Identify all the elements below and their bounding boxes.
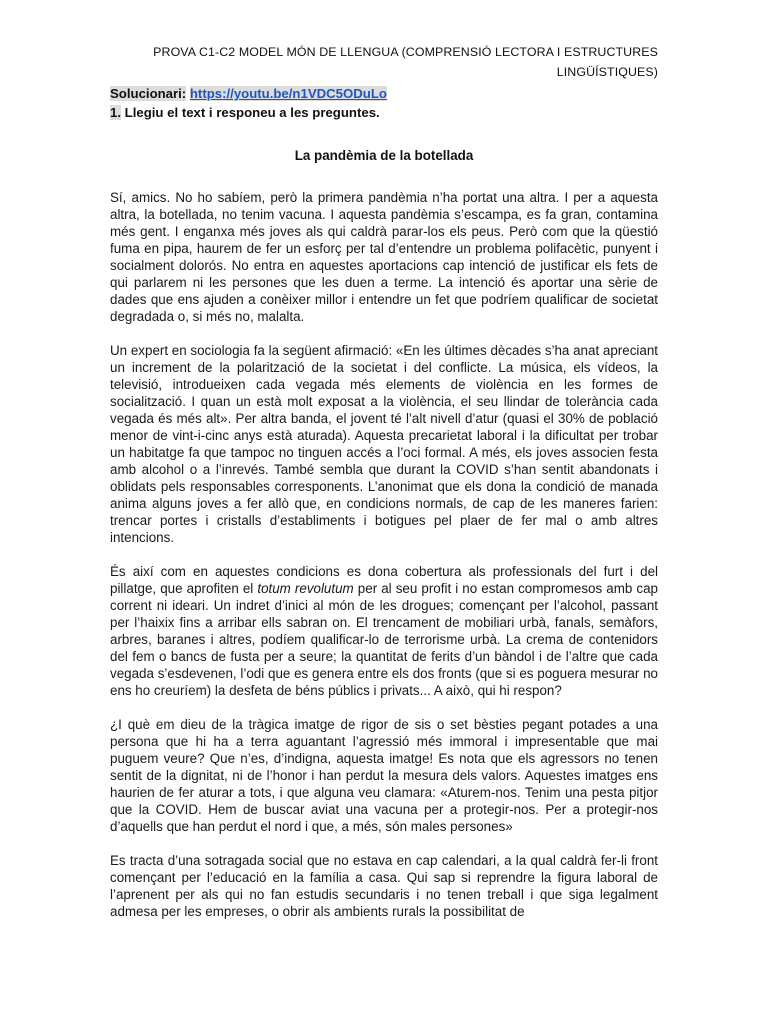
header-line-2: LINGÜÍSTIQUES) [556,65,658,79]
paragraph-3 [110,563,658,699]
paragraph-3-after: per al seu profit i no estan compromesos amb cap corrent ni ideari. Un indret d’inici al món de les drogues; començant per l’alcohol, passant per l’haixix fins a arribar ells sabran on. El trencament de mobiliari urbà, fanals, semàfors, arbres, baranes i altres, podíem qualificar-lo de terrorisme urbà. La crema de contenidors del fem o bancs de fusta per a seure; la quantitat de ferits d’un bàndol i de l’altre que cada vegada s’esdevenen, l’odi que es genera entre els dos fronts (que si es poguera mesurar no ens ho creuríem) la desfeta de béns públics i privats... A això, qui hi respon? [110,581,658,698]
text-title: La pandèmia de la botellada [294,148,474,163]
header-line-1: PROVA C1-C2 MODEL MÓN DE LLENGUA (COMPRENSIÓ LECTORA I ESTRUCTURES [153,45,658,59]
paragraph-5: Es tracta d’una sotragada social que no estava en cap calendari, a la qual caldrà fer-li front començant per l’educació en la família a casa. Qui sap si reprendre la figura laboral de l’aprenent per als qui no fan estudis secundaris i no tenen treball i que siga legalment admesa per les empreses, o obrir als ambients rurals la possibilitat de [110,853,658,919]
solucionari-label: Solucionari: [110,86,187,101]
page-header [138,42,658,82]
solucionari-line [110,84,387,103]
solucionari-link[interactable]: https://youtu.be/n1VDC5ODuLo [189,86,387,101]
paragraph-2: Un expert en sociologia fa la següent afirmació: «En les últimes dècades s’ha anat apreciant un increment de la polarització de la societat i del conflicte. La música, els vídeos, la televisió, introdueixen cada vegada més elements de violència en les formes de socialització. I quan un està molt exposat a la violència, el seu llindar de tolerància cada vegada és més alt». Per altra banda, el jovent té l’alt nivell d’atur (quasi el 30% de població menor de vint-i-cinc anys està aturada). Aquesta precarietat laboral i la dificultat per trobar un habitatge fa que tampoc no tinguen accés a l’oci formal. A més, els joves associen festa amb alcohol o a l’inrevés. També sembla que durant la COVID s’han sentit abandonats i oblidats pels responsables corresponents. L’anonimat que els dona la condició de manada anima alguns joves a fer allò que, en condicions normals, de cap de les maneres farien: trencar portes i cristalls d’establiments i botigues pel plaer de fer mal o amb altres intencions. [110,343,658,545]
paragraph-3-before: És així com en aquestes condicions es dona cobertura als professionals del furt i del pillatge, que aprofiten el [110,564,658,596]
article-body [110,189,658,937]
paragraph-3-italic: totum revolutum [257,581,354,596]
instruction-line [110,103,380,122]
paragraph-1: Sí, amics. No ho sabíem, però la primera pandèmia n’ha portat una altra. I per a aquesta altra, la botellada, no tenim vacuna. I aquesta pandèmia s’escampa, es fa gran, contamina més gent. I enganxa més joves als qui caldrà parar-los els peus. Però com que la qüestió fuma en pipa, haurem de fer un esforç per tal d’entendre un problema polifacètic, punyent i socialment dolorós. No entra en aquestes aportacions cap intenció de justificar els fets de qui parlarem ni les persones que les duen a terme. La intenció és aportar una sèrie de dades que ens ajuden a conèixer millor i entendre un fet que podríem qualificar de societat degradada o, si més no, malalta. [110,190,658,324]
instruction-number: 1. [110,105,121,120]
paragraph-4: ¿I què em dieu de la tràgica imatge de rigor de sis o set bèsties pegant potades a una persona que hi ha a terra aguantant l’agressió més immoral i impresentable que mai puguem veure? Que n’es, d’indigna, aquesta imatge! Es nota que els agressors no tenen sentit de la dignitat, ni de l’honor i han perdut la mesura dels valors. Aquestes imatges ens haurien de fer aturar a tots, i que alguna veu clamara: «Aturem-nos. Tenim una pesta pitjor que la COVID. Hem de buscar aviat una vacuna per a protegir-nos. Per a protegir-nos d’aquells que han perdut el nord i que, a més, són males persones» [110,717,658,834]
instruction-text: Llegiu el text i responeu a les preguntes. [121,105,380,120]
